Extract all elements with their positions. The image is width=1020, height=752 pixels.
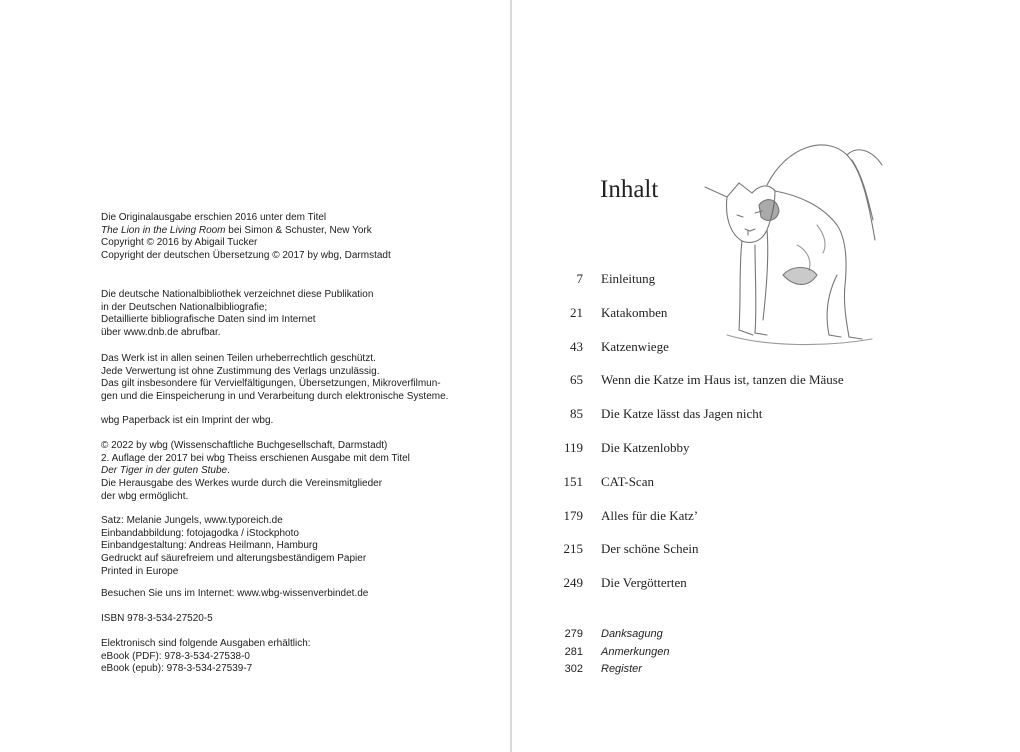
imprint-line: Printed in Europe <box>101 565 179 577</box>
imprint-line: Jede Verwertung ist ohne Zustimmung des Verlags unzulässig. <box>101 365 380 377</box>
toc-chapter-title: Anmerkungen <box>601 645 670 658</box>
imprint-line: 2. Auflage der 2017 bei wbg Theiss erschienen Ausgabe mit dem Titel <box>101 452 410 464</box>
cat-illustration <box>697 125 887 365</box>
contents-page <box>512 0 1020 752</box>
toc-entry[interactable] <box>512 628 1020 646</box>
toc-chapter-title: Einleitung <box>601 271 656 286</box>
imprint-paragraph <box>101 638 311 676</box>
imprint-line: in der Deutschen Nationalbibliografie; <box>101 301 268 313</box>
italic-title: Der Tiger in der guten Stube <box>101 465 228 477</box>
toc-entry[interactable] <box>512 541 1020 559</box>
toc-page-number: 281 <box>564 645 583 658</box>
toc-page-number: 21 <box>570 304 583 320</box>
imprint-line <box>101 225 391 238</box>
imprint-paragraph <box>101 515 366 578</box>
toc-page-number: 43 <box>570 338 583 354</box>
toc-entry[interactable] <box>512 271 1020 289</box>
imprint-line: wbg Paperback ist ein Imprint der wbg. <box>101 415 274 426</box>
toc-chapter-title: Die Katzenlobby <box>601 440 690 455</box>
imprint-line <box>101 465 410 478</box>
toc-page-number: 249 <box>563 575 583 591</box>
toc-page-number: 179 <box>563 507 583 523</box>
imprint-paragraph <box>101 212 391 263</box>
line-text: bei Simon & Schuster, New York <box>225 224 372 236</box>
imprint-paragraph <box>101 353 448 404</box>
imprint-line: Einbandabbildung: fotojagodka / iStockphoto <box>101 527 299 539</box>
imprint-line: Das Werk ist in allen seinen Teilen urheberrechtlich geschützt. <box>101 353 376 364</box>
imprint-line: Detaillierte bibliografische Daten sind im Internet <box>101 314 316 326</box>
imprint-paragraph <box>101 440 410 503</box>
imprint-line: Die deutsche Nationalbibliothek verzeichnet diese Publikation <box>101 289 374 300</box>
line-text: . <box>227 465 230 477</box>
toc-entry[interactable] <box>512 406 1020 424</box>
imprint-line: eBook (PDF): 978-3-534-27538-0 <box>101 650 250 662</box>
imprint-line: über www.dnb.de abrufbar. <box>101 327 221 339</box>
toc-page-number: 215 <box>563 541 583 557</box>
imprint-line: Copyright der deutschen Übersetzung © 2017 by wbg, Darmstadt <box>101 250 391 262</box>
imprint-line: © 2022 by wbg (Wissenschaftliche Buchgesellschaft, Darmstadt) <box>101 440 388 451</box>
imprint-paragraph <box>101 613 213 626</box>
toc-entry[interactable] <box>512 474 1020 492</box>
imprint-paragraph <box>101 588 368 601</box>
imprint-line: Elektronisch sind folgende Ausgaben erhältlich: <box>101 638 311 649</box>
toc-entry[interactable] <box>512 339 1020 357</box>
toc-page-number: 85 <box>570 406 583 422</box>
imprint-paragraph <box>101 415 273 428</box>
imprint-line: der wbg ermöglicht. <box>101 490 189 502</box>
imprint-line: Die Herausgabe des Werkes wurde durch die Vereinsmitglieder <box>101 478 383 490</box>
toc-page-number: 7 <box>576 271 583 286</box>
toc-page-number: 279 <box>564 628 583 640</box>
imprint-line: ISBN 978-3-534-27520-5 <box>101 613 213 624</box>
toc-entry[interactable] <box>512 646 1020 664</box>
toc-chapter-title: Die Vergötterten <box>601 575 687 591</box>
italic-title: The Lion in the Living Room <box>101 224 226 236</box>
toc-entry[interactable] <box>512 663 1020 681</box>
toc-page-number: 119 <box>563 440 583 455</box>
toc-chapter-title: CAT-Scan <box>601 473 654 489</box>
imprint-line: Das gilt insbesondere für Vervielfältigungen, Übersetzungen, Mikroverfilmun- <box>101 378 441 390</box>
imprint-line: Satz: Melanie Jungels, www.typoreich.de <box>101 515 283 526</box>
imprint-paragraph <box>101 289 373 340</box>
imprint-line: gen und die Einspeicherung in und Verarbeitung durch elektronische Systeme. <box>101 391 449 403</box>
imprint-line: Einbandgestaltung: Andreas Heilmann, Hamburg <box>101 540 318 552</box>
imprint-line: Besuchen Sie uns im Internet: www.wbg-wissenverbindet.de <box>101 588 369 599</box>
toc-chapter-title: Die Katze lässt das Jagen nicht <box>601 406 763 422</box>
toc-entry[interactable] <box>512 440 1020 458</box>
toc-chapter-title: Katzenwiege <box>601 338 669 354</box>
imprint-line: Die Originalausgabe erschien 2016 unter dem Titel <box>101 212 327 223</box>
toc-entry[interactable] <box>512 372 1020 390</box>
toc-page-number: 65 <box>570 372 583 388</box>
imprint-line: Copyright © 2016 by Abigail Tucker <box>101 237 258 249</box>
toc-chapter-title: Alles für die Katz’ <box>601 507 699 523</box>
toc-chapter-title: Katakomben <box>601 304 668 320</box>
toc-entry[interactable] <box>512 508 1020 526</box>
toc-entry[interactable] <box>512 305 1020 323</box>
toc-page-number: 302 <box>564 663 583 675</box>
toc-chapter-title: Danksagung <box>601 628 663 640</box>
toc-page-number: 151 <box>563 473 583 489</box>
contents-title: Inhalt <box>600 176 659 203</box>
imprint-line: eBook (epub): 978-3-534-27539-7 <box>101 663 253 675</box>
toc-chapter-title: Wenn die Katze im Haus ist, tanzen die Mäuse <box>601 372 844 388</box>
toc-entry[interactable] <box>512 575 1020 593</box>
toc-chapter-title: Der schöne Schein <box>601 541 699 557</box>
imprint-line: Gedruckt auf säurefreiem und alterungsbeständigem Papier <box>101 553 367 565</box>
toc-chapter-title: Register <box>601 663 642 675</box>
